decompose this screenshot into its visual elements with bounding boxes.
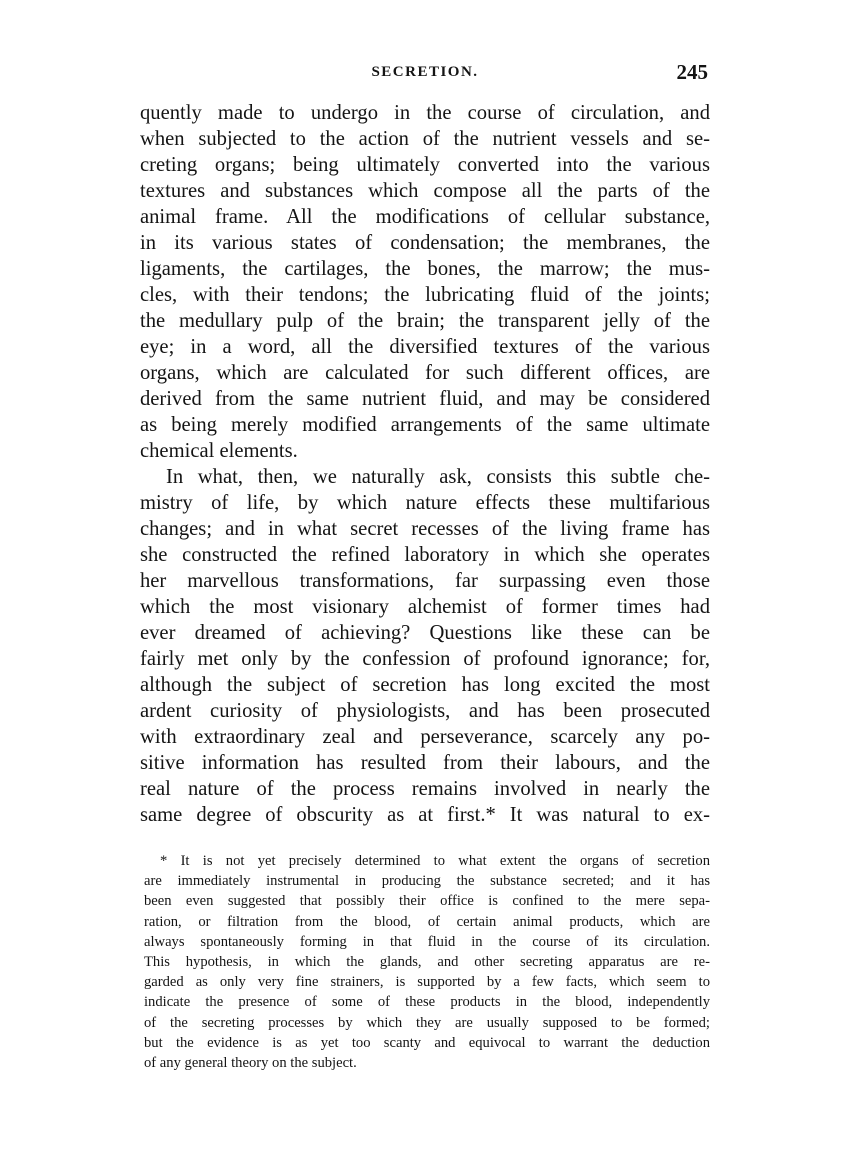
text-line: ardent curiosity of physiologists, and has been prosecuted <box>140 700 710 722</box>
text-line: in its various states of condensation; the membranes, the <box>140 232 710 254</box>
text-line: mistry of life, by which nature effects these multifarious <box>140 492 710 514</box>
footnote-line: ration, or filtration from the blood, of certain animal products, which are <box>144 913 710 930</box>
text-line: when subjected to the action of the nutrient vessels and se- <box>140 128 710 150</box>
running-head <box>140 60 710 88</box>
text-line: with extraordinary zeal and perseverance, scarcely any po- <box>140 726 710 748</box>
text-line: In what, then, we naturally ask, consists this subtle che- <box>166 466 710 488</box>
text-line: organs, which are calculated for such different offices, are <box>140 362 710 384</box>
footnote-line: are immediately instrumental in producing the substance secreted; and it has <box>144 873 710 890</box>
footnote-line: garded as only very fine strainers, is supported by a few facts, which seem to <box>144 974 710 991</box>
text-line: animal frame. All the modifications of cellular substance, <box>140 206 710 228</box>
text-line: ever dreamed of achieving? Questions like these can be <box>140 622 710 644</box>
text-line: textures and substances which compose all the parts of the <box>140 180 710 202</box>
footnote-line: This hypothesis, in which the glands, and other secreting apparatus are re- <box>144 953 710 970</box>
text-line: fairly met only by the confession of profound ignorance; for, <box>140 648 710 670</box>
text-line: she constructed the refined laboratory in which she operates <box>140 544 710 566</box>
text-line: which the most visionary alchemist of former times had <box>140 596 710 618</box>
text-line: cles, with their tendons; the lubricating fluid of the joints; <box>140 284 710 306</box>
footnote <box>144 851 710 1073</box>
footnote-line: but the evidence is as yet too scanty and equivocal to warrant the deduction <box>144 1034 710 1051</box>
footnote-line: always spontaneously forming in that fluid in the course of its circulation. <box>144 933 710 950</box>
text-line: derived from the same nutrient fluid, and may be considered <box>140 388 710 410</box>
text-line: as being merely modified arrangements of the same ultimate <box>140 414 710 436</box>
body-text <box>140 100 710 828</box>
page-number: 245 <box>676 60 708 84</box>
text-line: changes; and in what secret recesses of the living frame has <box>140 518 710 540</box>
footnote-line: * It is not yet precisely determined to what extent the organs of secretion <box>160 853 710 869</box>
footnote-line: been even suggested that possibly their office is confined to the mere sepa- <box>144 893 710 910</box>
text-line: although the subject of secretion has long excited the most <box>140 674 710 696</box>
footnote-line: of the secreting processes by which they are usually supposed to be formed; <box>144 1014 710 1031</box>
footnote-line: of any general theory on the subject. <box>144 1054 357 1071</box>
text-line: quently made to undergo in the course of circulation, and <box>140 102 710 124</box>
footnote-line: indicate the presence of some of these products in the blood, independently <box>144 994 710 1011</box>
running-title: SECRETION. <box>371 64 479 80</box>
text-line: creting organs; being ultimately converted into the various <box>140 154 710 176</box>
text-line: ligaments, the cartilages, the bones, the marrow; the mus- <box>140 258 710 280</box>
text-line: the medullary pulp of the brain; the transparent jelly of the <box>140 310 710 332</box>
text-line: chemical elements. <box>140 440 298 462</box>
text-line: eye; in a word, all the diversified textures of the various <box>140 336 710 358</box>
text-line: real nature of the process remains involved in nearly the <box>140 778 710 800</box>
text-line: her marvellous transformations, far surpassing even those <box>140 570 710 592</box>
text-line: sitive information has resulted from their labours, and the <box>140 752 710 774</box>
text-line: same degree of obscurity as at first.* It was natural to ex- <box>140 804 710 826</box>
